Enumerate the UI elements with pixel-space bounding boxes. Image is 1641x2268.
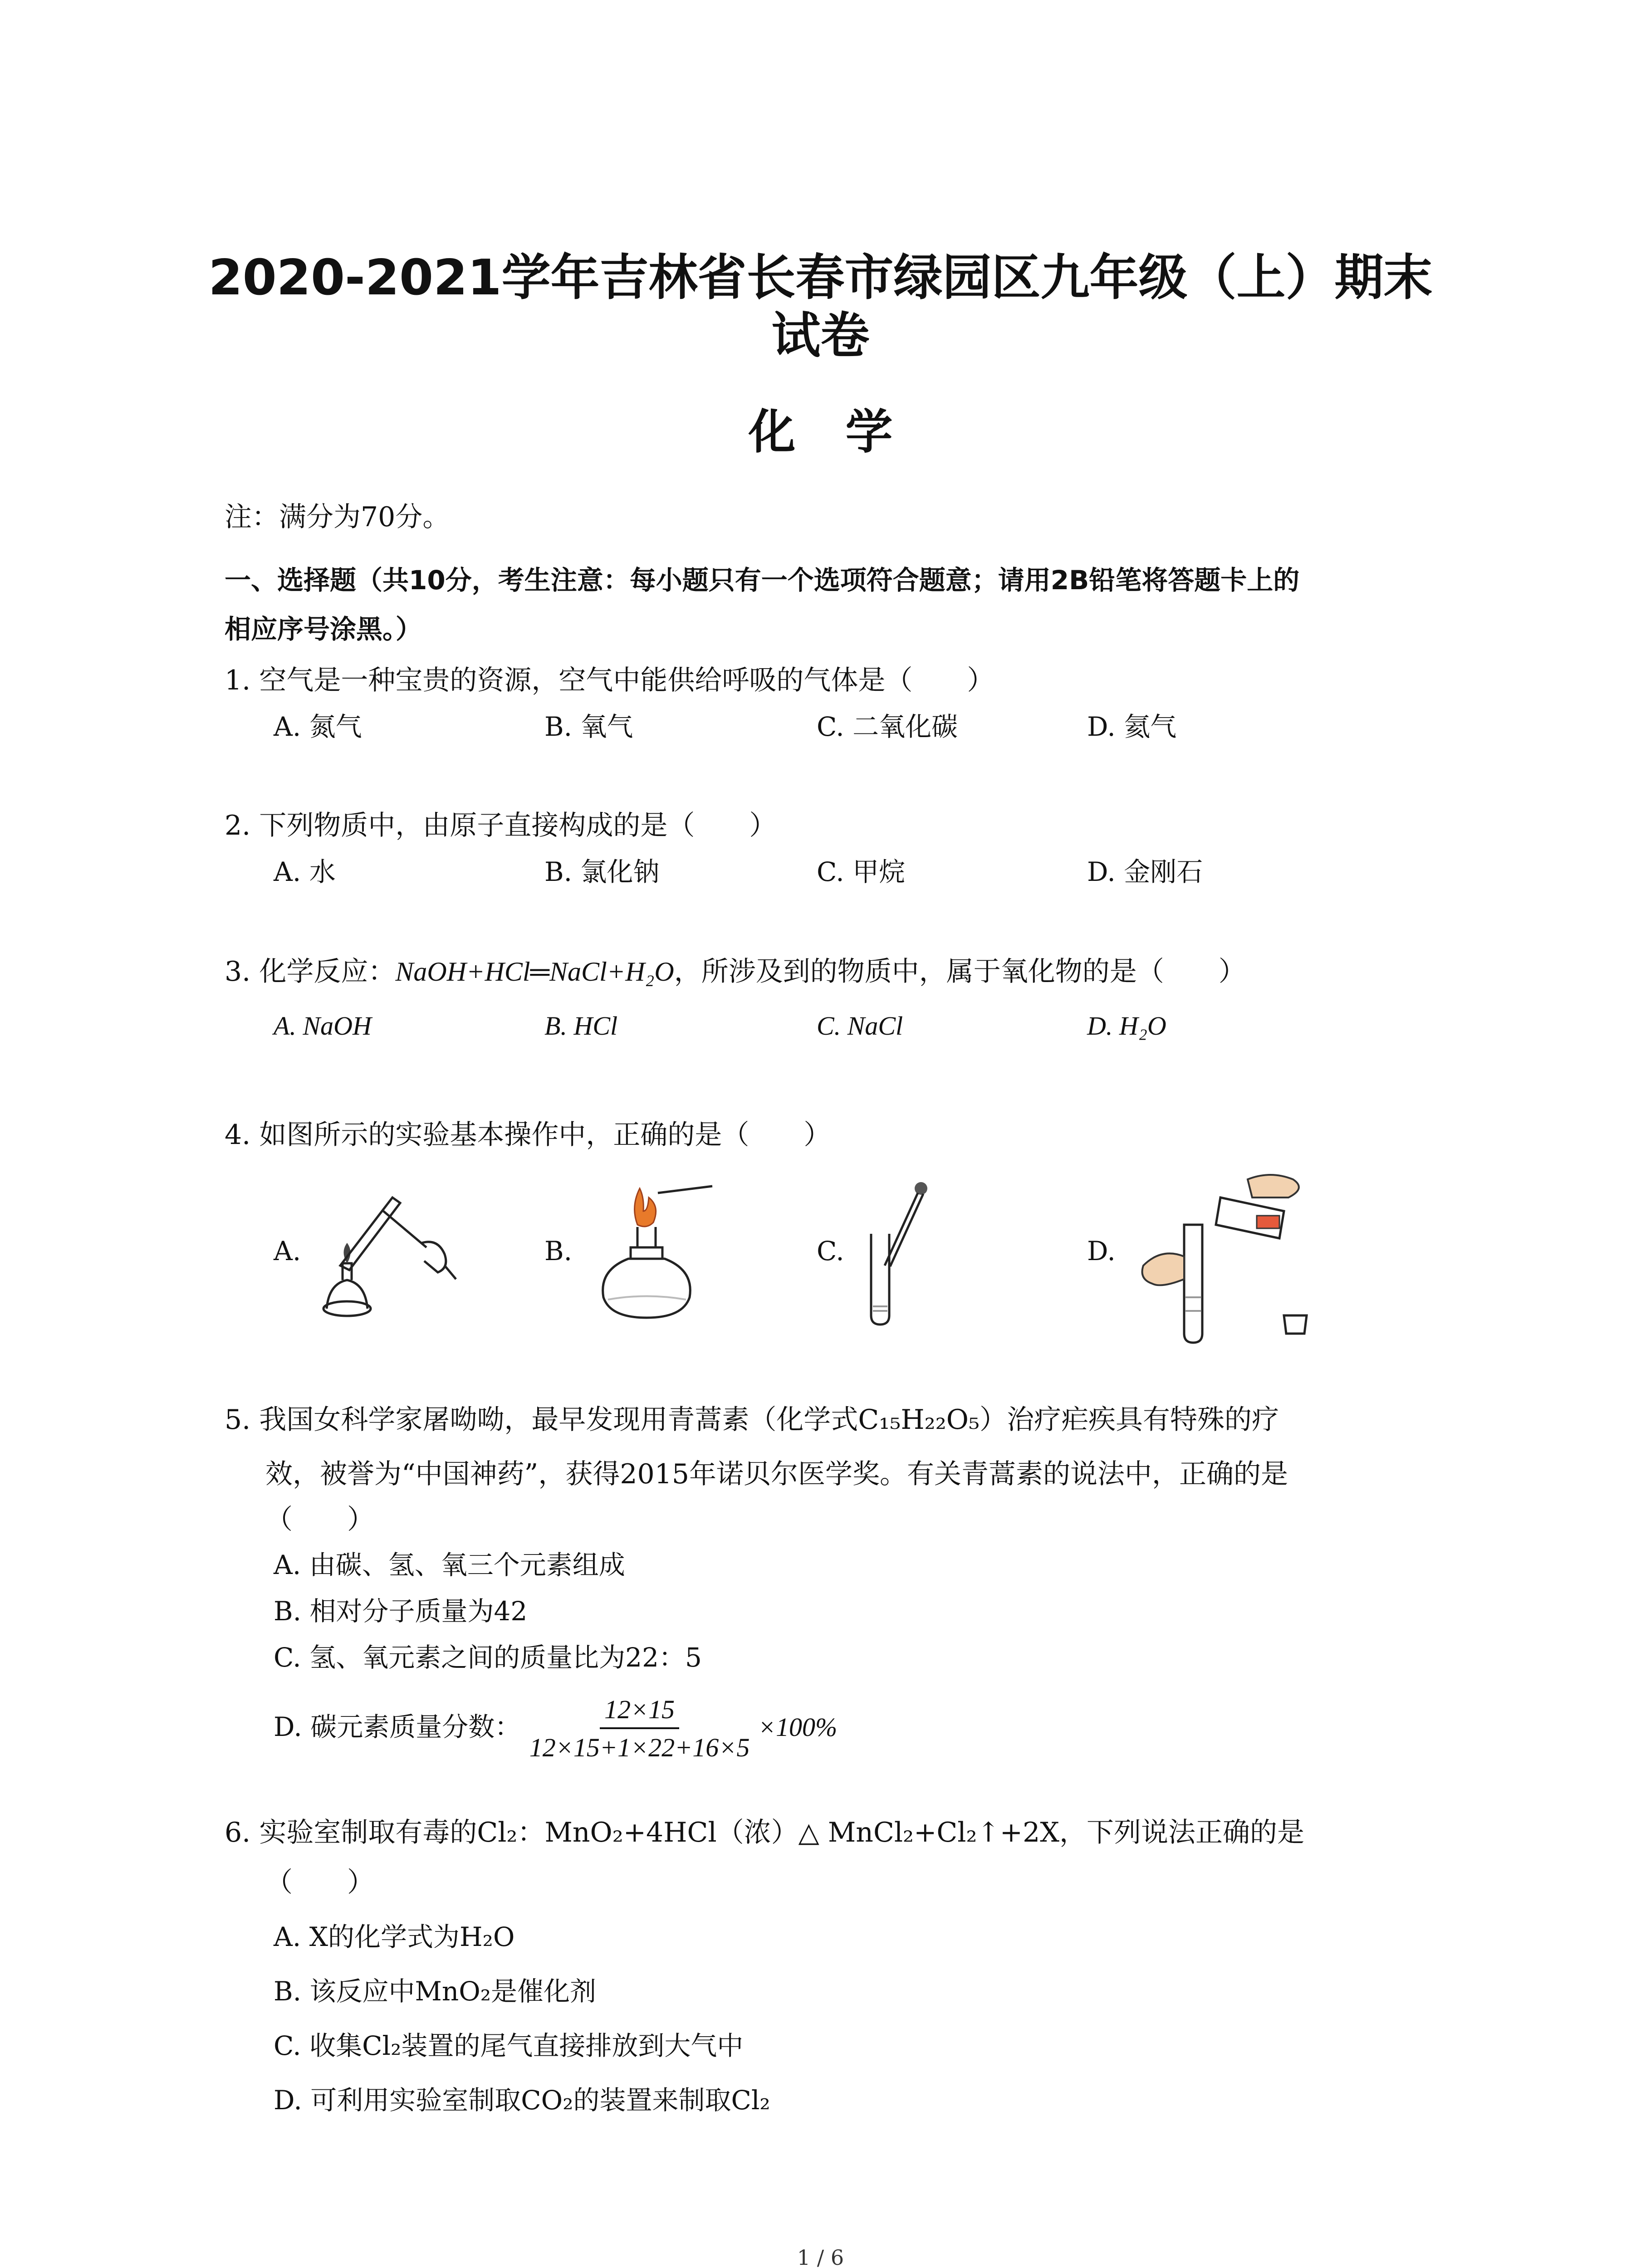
question-3-stem-suffix: ，所涉及到的物质中，属于氧化物的是（ ） <box>674 956 1246 987</box>
question-5-stem-line3: （ ） <box>265 1504 374 1535</box>
question-6-stem-line2: （ ） <box>265 1867 374 1898</box>
question-4-stem: 4. 如图所示的实验基本操作中，正确的是（ ） <box>225 1119 831 1151</box>
question-5-option-a[interactable]: A. 由碳、氢、氧三个元素组成 <box>274 1549 625 1580</box>
question-4-option-d[interactable]: D. <box>1087 1236 1116 1266</box>
question-4-option-c[interactable]: C. <box>817 1236 844 1266</box>
exam-title-line2: 试卷 <box>771 308 870 364</box>
alcohol-lamp-illustration <box>585 1179 721 1329</box>
question-6-stem-line1: 6. 实验室制取有毒的Cl₂：MnO₂+4HCl（浓）△ MnCl₂+Cl₂↑+2X，下列说法正确的是 <box>225 1817 1304 1848</box>
question-1-option-a[interactable]: A. 氮气 <box>274 711 362 742</box>
heating-test-tube-illustration <box>313 1179 463 1329</box>
question-2-option-c[interactable]: C. 甲烷 <box>817 856 906 887</box>
pouring-liquid-illustration <box>1134 1161 1334 1352</box>
question-3-stem <box>225 953 1246 990</box>
question-6-option-a[interactable]: A. X的化学式为H₂O <box>274 1921 515 1952</box>
fraction-denominator: 12×15+1×22+16×5 <box>529 1733 750 1762</box>
score-note: 注：满分为70分。 <box>225 501 450 533</box>
section-heading-line2: 相应序号涂黑。） <box>225 614 422 645</box>
question-1-option-b[interactable]: B. 氧气 <box>544 711 633 742</box>
question-3-option-d[interactable]: D. H₂O <box>1087 1011 1166 1041</box>
question-5-stem-line1: 5. 我国女科学家屠呦呦，最早发现用青蒿素（化学式C₁₅H₂₂O₅）治疗疟疾具有特殊的疗 <box>225 1404 1279 1436</box>
question-5-option-d[interactable] <box>274 1692 837 1766</box>
question-3-option-c[interactable]: C. NaCl <box>817 1011 903 1041</box>
question-6-option-c[interactable]: C. 收集Cl₂装置的尾气直接排放到大气中 <box>274 2030 744 2061</box>
question-5-option-c[interactable]: C. 氢、氧元素之间的质量比为22：5 <box>274 1642 702 1673</box>
fraction-numerator: 12×15 <box>600 1692 679 1729</box>
question-1-stem: 1. 空气是一种宝贵的资源，空气中能供给呼吸的气体是（ ） <box>225 665 994 696</box>
question-3-option-a[interactable]: A. NaOH <box>274 1011 372 1041</box>
exam-title-line1: 2020-2021学年吉林省长春市绿园区九年级（上）期末 <box>208 249 1433 306</box>
question-6-option-d[interactable]: D. 可利用实验室制取CO₂的装置来制取Cl₂ <box>274 2085 770 2116</box>
section-heading-line1: 一、选择题（共10分，考生注意：每小题只有一个选项符合题意；请用2B铅笔将答题卡上的 <box>225 565 1300 596</box>
page-number: 1 / 6 <box>797 2245 844 2268</box>
question-4-option-a[interactable]: A. <box>274 1236 301 1266</box>
question-4-option-b[interactable]: B. <box>544 1236 573 1266</box>
question-1-option-d[interactable]: D. 氦气 <box>1087 711 1177 742</box>
question-2-option-b[interactable]: B. 氯化钠 <box>544 856 660 887</box>
question-5-stem-line2: 效，被誉为“中国神药”，获得2015年诺贝尔医学奖。有关青蒿素的说法中，正确的是 <box>265 1458 1288 1490</box>
question-2-option-a[interactable]: A. 水 <box>274 856 336 887</box>
question-2-stem: 2. 下列物质中，由原子直接构成的是（ ） <box>225 810 777 841</box>
dropper-illustration <box>853 1179 962 1329</box>
question-1-option-c[interactable]: C. 二氧化碳 <box>817 711 958 742</box>
question-3-option-b[interactable]: B. HCl <box>544 1011 618 1041</box>
question-2-option-d[interactable]: D. 金刚石 <box>1087 856 1203 887</box>
fraction-multiplier: ×100% <box>758 1712 838 1742</box>
question-5-option-b[interactable]: B. 相对分子质量为42 <box>274 1596 528 1627</box>
question-3-stem-prefix: 3. 化学反应： <box>225 956 396 987</box>
question-6-option-b[interactable]: B. 该反应中MnO₂是催化剂 <box>274 1976 597 2007</box>
question-3-equation: NaOH+HCl═NaCl+H₂O <box>395 957 674 987</box>
question-5-option-d-label: D. 碳元素质量分数： <box>274 1711 521 1743</box>
subject-title: 化学 <box>748 404 943 459</box>
carbon-mass-fraction <box>529 1692 750 1766</box>
